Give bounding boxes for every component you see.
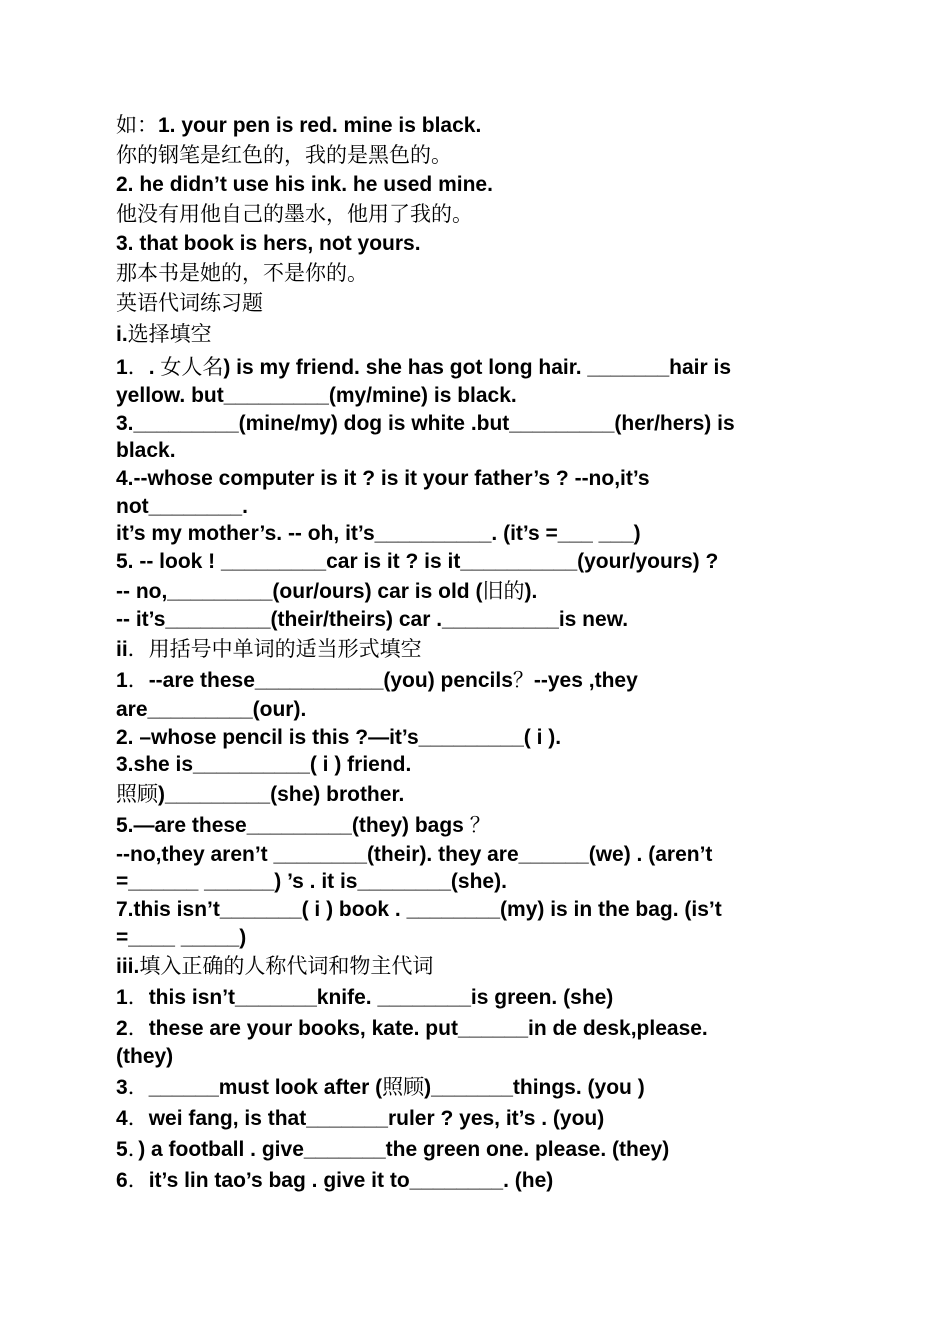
q3-line-2: black. [116, 439, 176, 462]
example-translation-1: 你的钢笔是红色的，我的是黑色的。 [116, 143, 452, 167]
q1-line-2: yellow. but_________(my/mine) is black. [116, 384, 517, 407]
q1-line-1: 1．. 女人名) is my friend. she has got long hair. _______hair is [116, 355, 732, 379]
ii-q3: 3.she is__________( i ) friend. [116, 753, 412, 776]
q4-line-1: 4.--whose computer is it ? is it your father’s ? --no,it’s [116, 467, 650, 490]
ii-q7-line-1: 7.this isn’t_______( i ) book . ________(my) is in the bag. (is’t [116, 898, 722, 921]
q5-line-3: -- it’s_________(their/theirs) car .__________is new. [116, 608, 629, 631]
example-translation-2: 他没有用他自己的墨水，他用了我的。 [116, 202, 473, 226]
ii-q5-line-3: =______ ______) ’s . it is________(she). [116, 870, 507, 893]
iii-q4: 4．wei fang, is that_______ruler ? yes, it’s . (you) [116, 1106, 605, 1130]
section-iii-heading: iii.填入正确的人称代词和物主代词 [116, 954, 434, 978]
iii-q5: 5．) a football . give_______the green one. please. (they) [116, 1137, 670, 1161]
q3-line-1: 3._________(mine/my) dog is white .but_________(her/hers) is [116, 412, 735, 435]
iii-q3: 3．______must look after (照顾)_______things. (you ) [116, 1075, 645, 1099]
example-line-2: 2. he didn’t use his ink. he used mine. [116, 173, 493, 196]
iii-q2-line-2: (they) [116, 1045, 174, 1068]
example-translation-3: 那本书是她的，不是你的。 [116, 261, 368, 285]
iii-q2-line-1: 2．these are your books, kate. put______in de desk,please. [116, 1016, 708, 1040]
ii-q2: 2. –whose pencil is this ?—it’s_________( i ). [116, 726, 562, 749]
example-line-3: 3. that book is hers, not yours. [116, 232, 421, 255]
section-ii-heading: ii．用括号中单词的适当形式填空 [116, 637, 422, 661]
ii-q7-line-2: =____ _____) [116, 926, 247, 949]
q4-line-2: not________. [116, 495, 248, 518]
q4-line-3: it’s my mother’s. -- oh, it’s__________. (it’s =___ ___) [116, 522, 641, 545]
ii-q1-line-1: 1．--are these___________(you) pencils？--yes ,they [116, 668, 638, 692]
ii-q4: 照顾)_________(she) brother. [116, 782, 405, 806]
ii-q1-line-2: are_________(our). [116, 698, 307, 721]
exercise-title: 英语代词练习题 [116, 291, 263, 315]
q5-line-2: -- no,_________(our/ours) car is old (旧的). [116, 579, 538, 603]
iii-q6: 6．it’s lin tao’s bag . give it to________. (he) [116, 1168, 554, 1192]
ii-q5-line-2: --no,they aren’t ________(their). they are______(we) . (aren’t [116, 843, 713, 866]
q5-line-1: 5. -- look ! _________car is it ? is it__________(your/yours) ? [116, 550, 719, 573]
ii-q5-line-1: 5.—are these_________(they) bags ？ [116, 813, 491, 837]
example-line-1: 如：1. your pen is red. mine is black. [116, 113, 482, 137]
iii-q1: 1．this isn’t_______knife. ________is green. (she) [116, 985, 614, 1009]
section-i-heading: i.选择填空 [116, 322, 212, 346]
